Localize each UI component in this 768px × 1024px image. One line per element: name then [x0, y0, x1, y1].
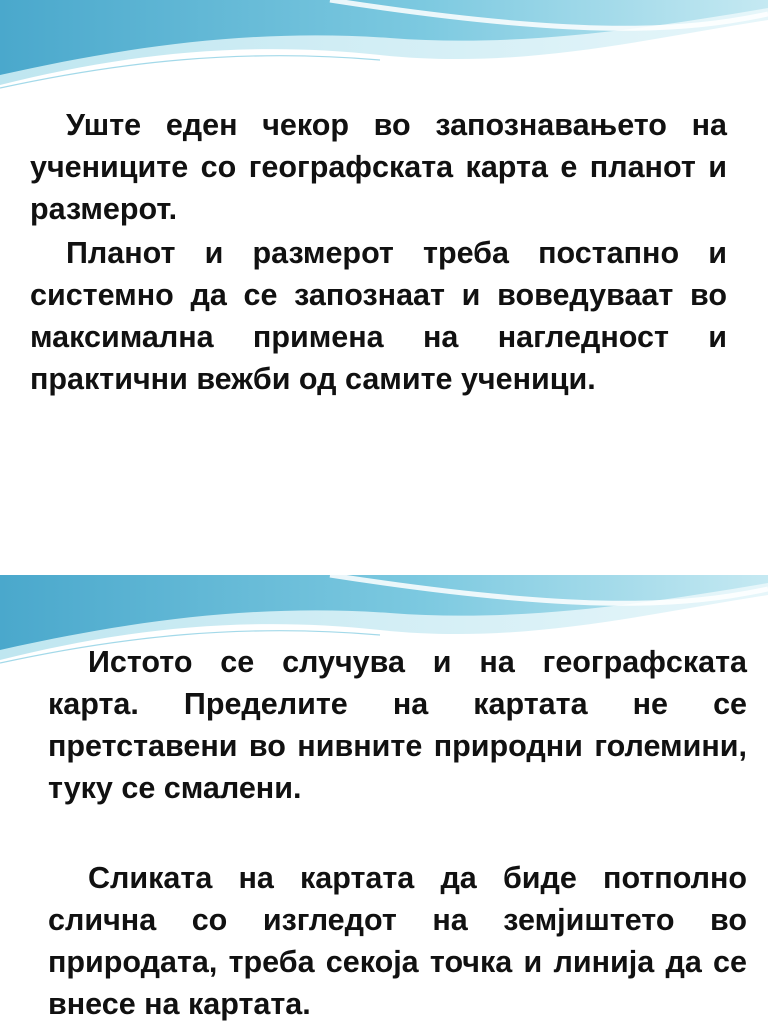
wave-header-decoration	[0, 0, 768, 110]
slide-2	[0, 575, 768, 1024]
slide-1-paragraph-1: Уште еден чекор во запознавањето на учениците со географската карта е планот и размерот.	[30, 108, 727, 226]
slide-1-paragraph-2: Планот и размерот треба постапно и системно да се запознаат и воведуваат во максимална примена на нагледност и практични вежби од самите ученици.	[30, 236, 727, 396]
slide-2-paragraph-2: Сликата на картата да биде потполно слична со изгледот на земјиштето во природата, треба секоја точка и линија да се внесе на картата.	[48, 861, 747, 1021]
slide-2-paragraph-1: Истото се случува и на географската карта. Пределите на картата не се претставени во нивните природни големини, туку се смалени.	[48, 645, 747, 805]
